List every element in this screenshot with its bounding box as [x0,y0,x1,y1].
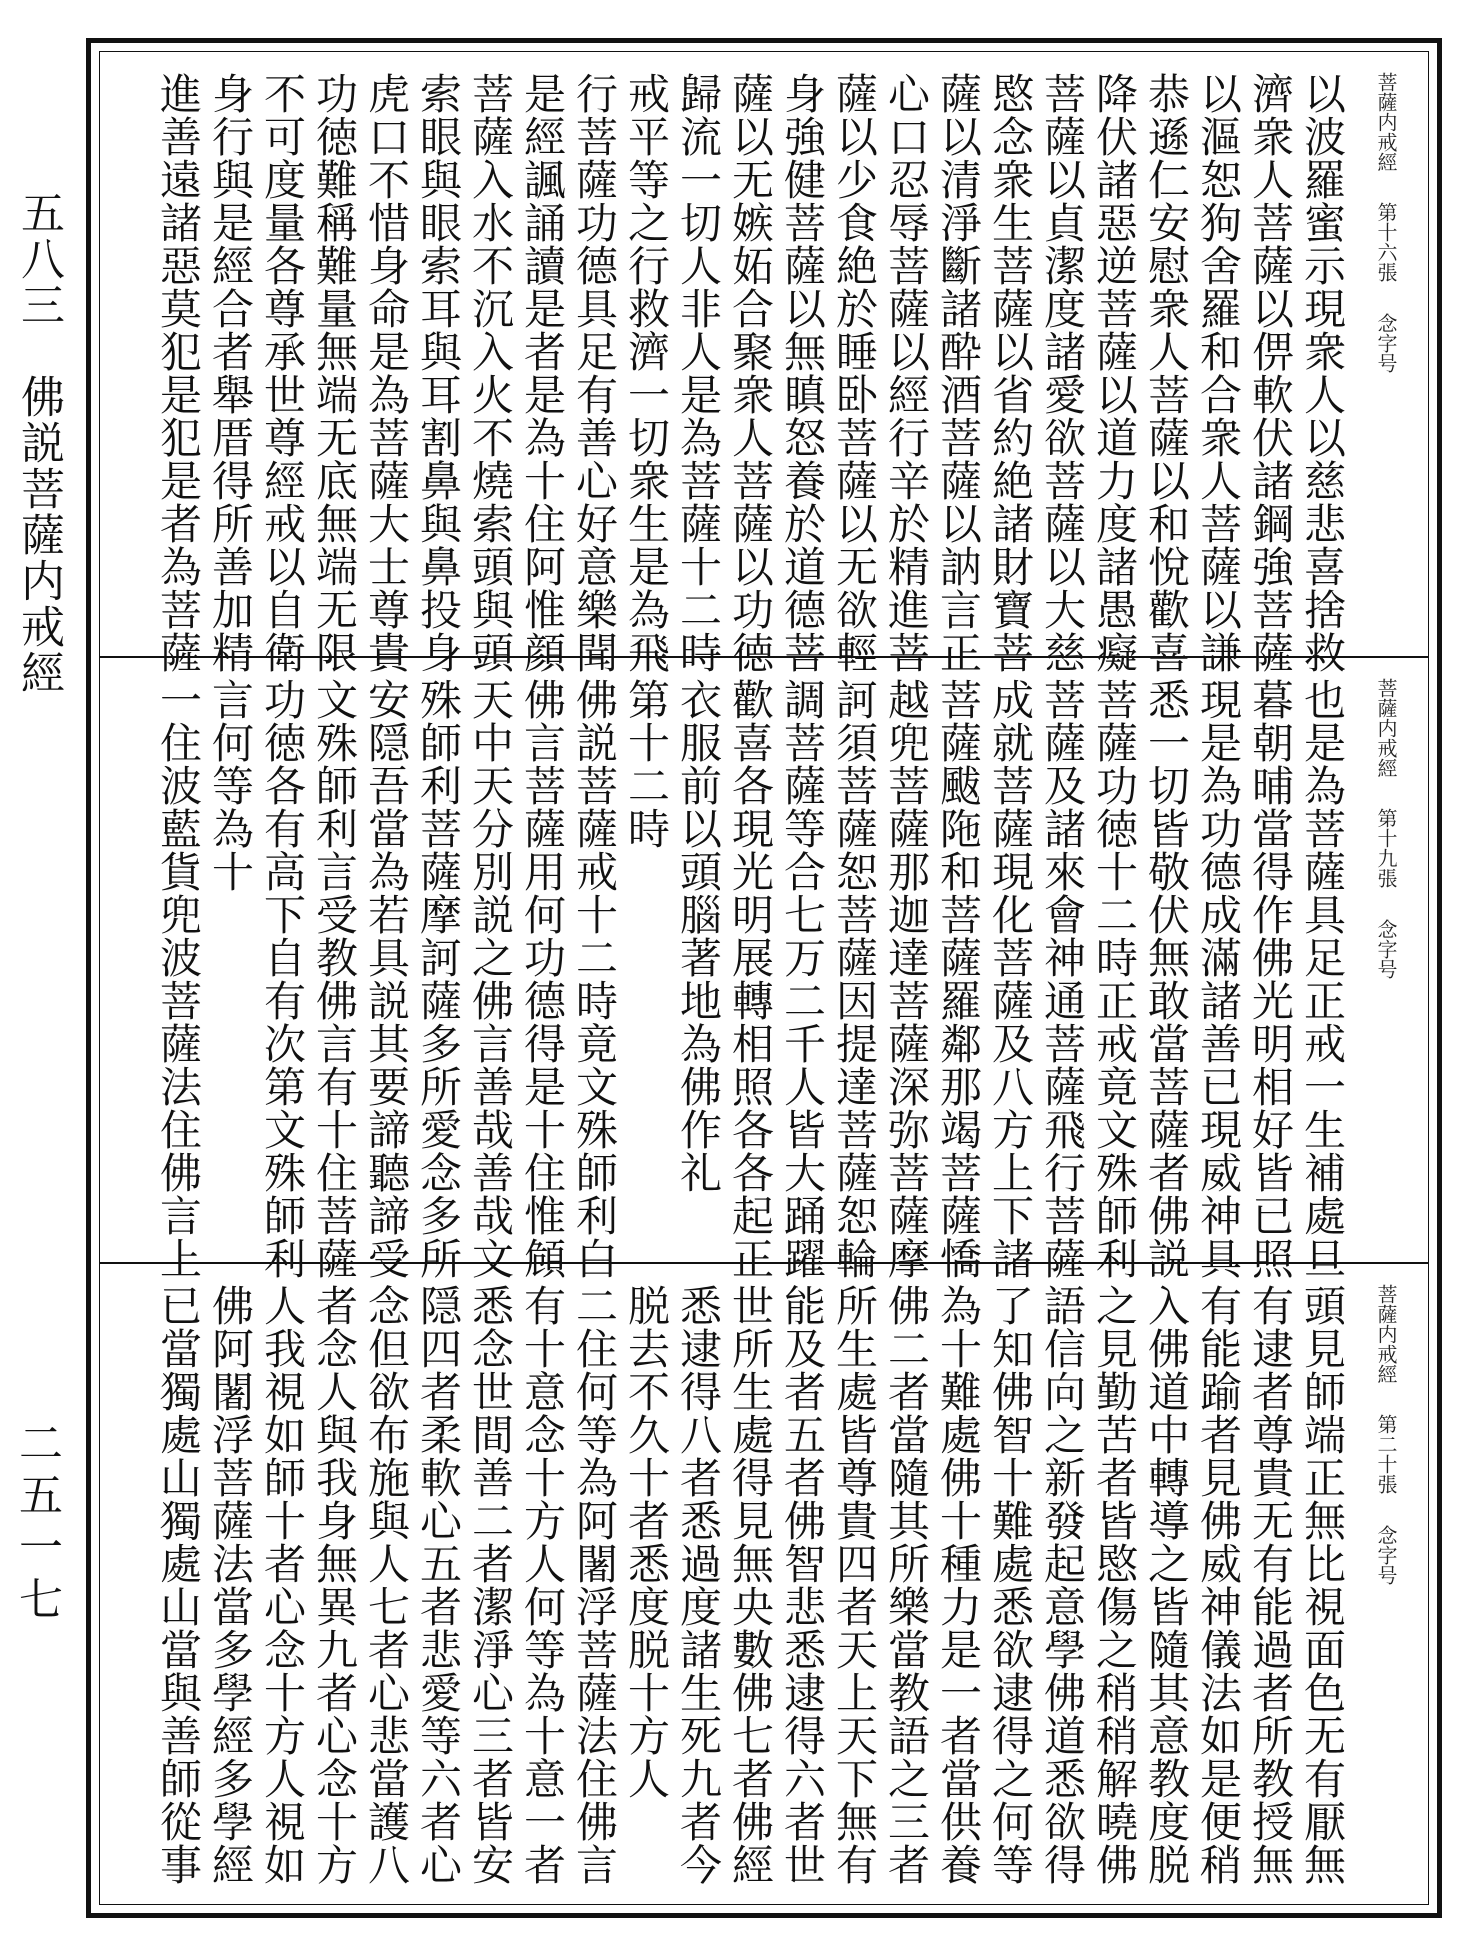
text-column: 有逮者尊貴无有能過者所教授無 [1246,1284,1295,1886]
text-column: 也是為菩薩具足正戒一生補處旦 [1298,678,1347,1280]
text-column: 菩薩入水不沉入火不燒索頭與頭 [466,72,515,674]
text-column: 菩薩功徳十二時正戒竟文殊師利 [1090,678,1139,1280]
text-column: 隠四者柔軟心五者悲愛等六者心 [414,1284,463,1886]
text-column: 一住波藍貨兜波菩薩法住佛言上 [154,678,203,1280]
text-column: 以波羅蜜示現衆人以慈悲喜捨救 [1298,72,1347,674]
panel-2-series-mark: 念字号 [1374,918,1398,979]
text-column: 歸流一切人非人是為菩薩十二時 [674,72,723,674]
text-column: 佛二者當隨其所樂當教語之三者 [882,1284,931,1886]
text-column: 暮朝晡當得作佛光明相好皆已照 [1246,678,1295,1280]
text-column: 調菩薩等合七万二千人皆大踊躍 [778,678,827,1280]
panel-2-sheet-number: 第十九張 [1374,808,1398,889]
text-column: 進善遠諸惡莫犯是犯是者為菩薩 [154,72,203,674]
panel-1-text [152,72,1348,674]
panel-3-text [152,1284,1348,1884]
panel-2-text [152,678,1348,1280]
text-column: 薩以清淨斷諸酔酒菩薩以訥言正 [934,72,983,674]
chapter-heading: 第十二時 [622,678,671,850]
text-column: 有十意念十方人何等為十意一者 [518,1284,567,1886]
panel-3-series-mark: 念字号 [1374,1524,1398,1585]
text-column: 悉一切皆敬伏無敢當菩薩者佛説 [1142,678,1191,1280]
panel-2-header [1366,678,1406,1238]
text-column: 虎口不惜身命是為菩薩大士尊貴 [362,72,411,674]
text-column: 者念人與我身無異九者心念十方 [310,1284,359,1886]
text-column: 二住何等為阿闍浮菩薩法住佛言 [570,1284,619,1886]
panel-1-header [1366,72,1406,632]
panel-1-sheet-number: 第十六張 [1374,202,1398,283]
text-column: 現是為功德成滿諸善已現威神具 [1194,678,1243,1280]
text-column: 頭見師端正無比視面色无有厭無 [1298,1284,1347,1886]
text-column: 菩薩以貞潔度諸愛欲菩薩以大慈 [1038,72,1087,674]
text-column: 薩以无嫉妬合聚衆人菩薩以功徳 [726,72,775,674]
text-column: 菩薩及諸來會神通菩薩飛行菩薩 [1038,678,1087,1280]
text-column: 身行與是經合者舉厝得所善加精 [206,72,255,674]
text-column: 歡喜各現光明展轉相照各各起正 [726,678,775,1280]
text-column: 入佛道中轉導之皆隨其意教度脱 [1142,1284,1191,1886]
page-number-caption: 二五一七 [11,1420,62,1628]
text-column: 言何等為十 [206,678,255,893]
text-column: 語信向之新發起意學佛道悉欲得 [1038,1284,1087,1886]
text-column: 越兜菩薩那迦達菩薩深弥菩薩摩 [882,678,931,1280]
text-column: 濟衆人菩薩以㑭軟伏諸鋼強菩薩 [1246,72,1295,674]
text-column: 念但欲布施與人七者心悲當護八 [362,1284,411,1886]
text-column: 悉念世間善二者潔淨心三者皆安 [466,1284,515,1886]
panel-3-header [1366,1284,1406,1844]
text-panel-1 [100,52,1428,674]
text-column: 已當獨處山獨處山當與善師從事 [154,1284,203,1886]
text-column: 脱去不久十者悉度脱十方人 [622,1284,671,1800]
panel-2-sutra-title: 菩薩内戒經 [1374,678,1398,778]
text-column: 恭遜仁安慰衆人菩薩以和悅歡喜 [1142,72,1191,674]
text-column: 成就菩薩現化菩薩及八方上下諸 [986,678,1035,1280]
text-column: 身強健菩薩以無瞋怒養於道德菩 [778,72,827,674]
text-column: 心口忍辱菩薩以經行辛於精進菩 [882,72,931,674]
page-frame [86,38,1442,1918]
text-column: 人我視如師十者心念十方人視如 [258,1284,307,1886]
text-column: 愍念衆生菩薩以省約絶諸財寶菩 [986,72,1035,674]
text-column: 不可度量各尊承世尊經戒以自衛 [258,72,307,674]
volume-title-caption: 五八三 佛説菩薩内戒經 [13,190,64,696]
text-column: 行菩薩功德具足有善心好意樂聞 [570,72,619,674]
text-column: 佛言菩薩用何功德得是十住惟頠 [518,678,567,1280]
text-column: 世所生處得見無央數佛七者佛經 [726,1284,775,1886]
text-column: 訶須菩薩恕菩薩因提達菩薩恕輪 [830,678,879,1280]
text-column: 降伏諸惡逆菩薩以道力度諸愚癡 [1090,72,1139,674]
text-column: 了知佛智十難處悉欲逮得之何等 [986,1284,1035,1886]
text-column: 殊師利菩薩摩訶薩多所愛念多所 [414,678,463,1280]
text-column: 佛説菩薩戒十二時竟文殊師利白 [570,678,619,1280]
text-column: 戒平等之行救濟一切衆生是為飛 [622,72,671,674]
text-column: 能及者五者佛智悲悉逮得六者世 [778,1284,827,1886]
panel-1-series-mark: 念字号 [1374,312,1398,373]
text-column: 有能踰者見佛威神儀法如是便稍 [1194,1284,1243,1886]
text-column: 功徳各有高下自有次第文殊師利 [258,678,307,1280]
panel-3-sheet-number: 第二十張 [1374,1414,1398,1495]
text-column: 索眼與眼索耳與耳割鼻與鼻投身 [414,72,463,674]
text-column: 文殊師利言受教佛言有十住菩薩 [310,678,359,1280]
text-column: 薩以少食絶於睡卧菩薩以无欲輕 [830,72,879,674]
text-column: 衣服前以頭腦著地為佛作礼 [674,678,723,1194]
text-column: 以漚恕狗舍羅和合衆人菩薩以謙 [1194,72,1243,674]
text-column: 悉逮得八者悉過度諸生死九者今 [674,1284,723,1886]
text-column: 是經諷誦讀是者是為十住阿惟顔 [518,72,567,674]
panel-1-sutra-title: 菩薩内戒經 [1374,72,1398,172]
text-column: 之見勤苦者皆愍傷之稍稍解曉佛 [1090,1284,1139,1886]
text-column: 安隠吾當為若具説其要諦聽諦受 [362,678,411,1280]
text-panel-2 [100,658,1428,1280]
text-column: 天中天分別説之佛言善哉善哉文 [466,678,515,1280]
page-frame-inner [99,51,1429,1905]
text-column: 佛阿闍浮菩薩法當多學經多學經 [206,1284,255,1886]
panel-3-sutra-title: 菩薩内戒經 [1374,1284,1398,1384]
text-column: 為十難處佛十種力是一者當供養 [934,1284,983,1886]
text-column: 菩薩颰陁和菩薩羅鄰那竭菩薩憍 [934,678,983,1280]
text-panel-3 [100,1264,1428,1900]
text-column: 所生處皆尊貴四者天上天下無有 [830,1284,879,1886]
text-column: 功徳難稱難量無端无底無端无限 [310,72,359,674]
